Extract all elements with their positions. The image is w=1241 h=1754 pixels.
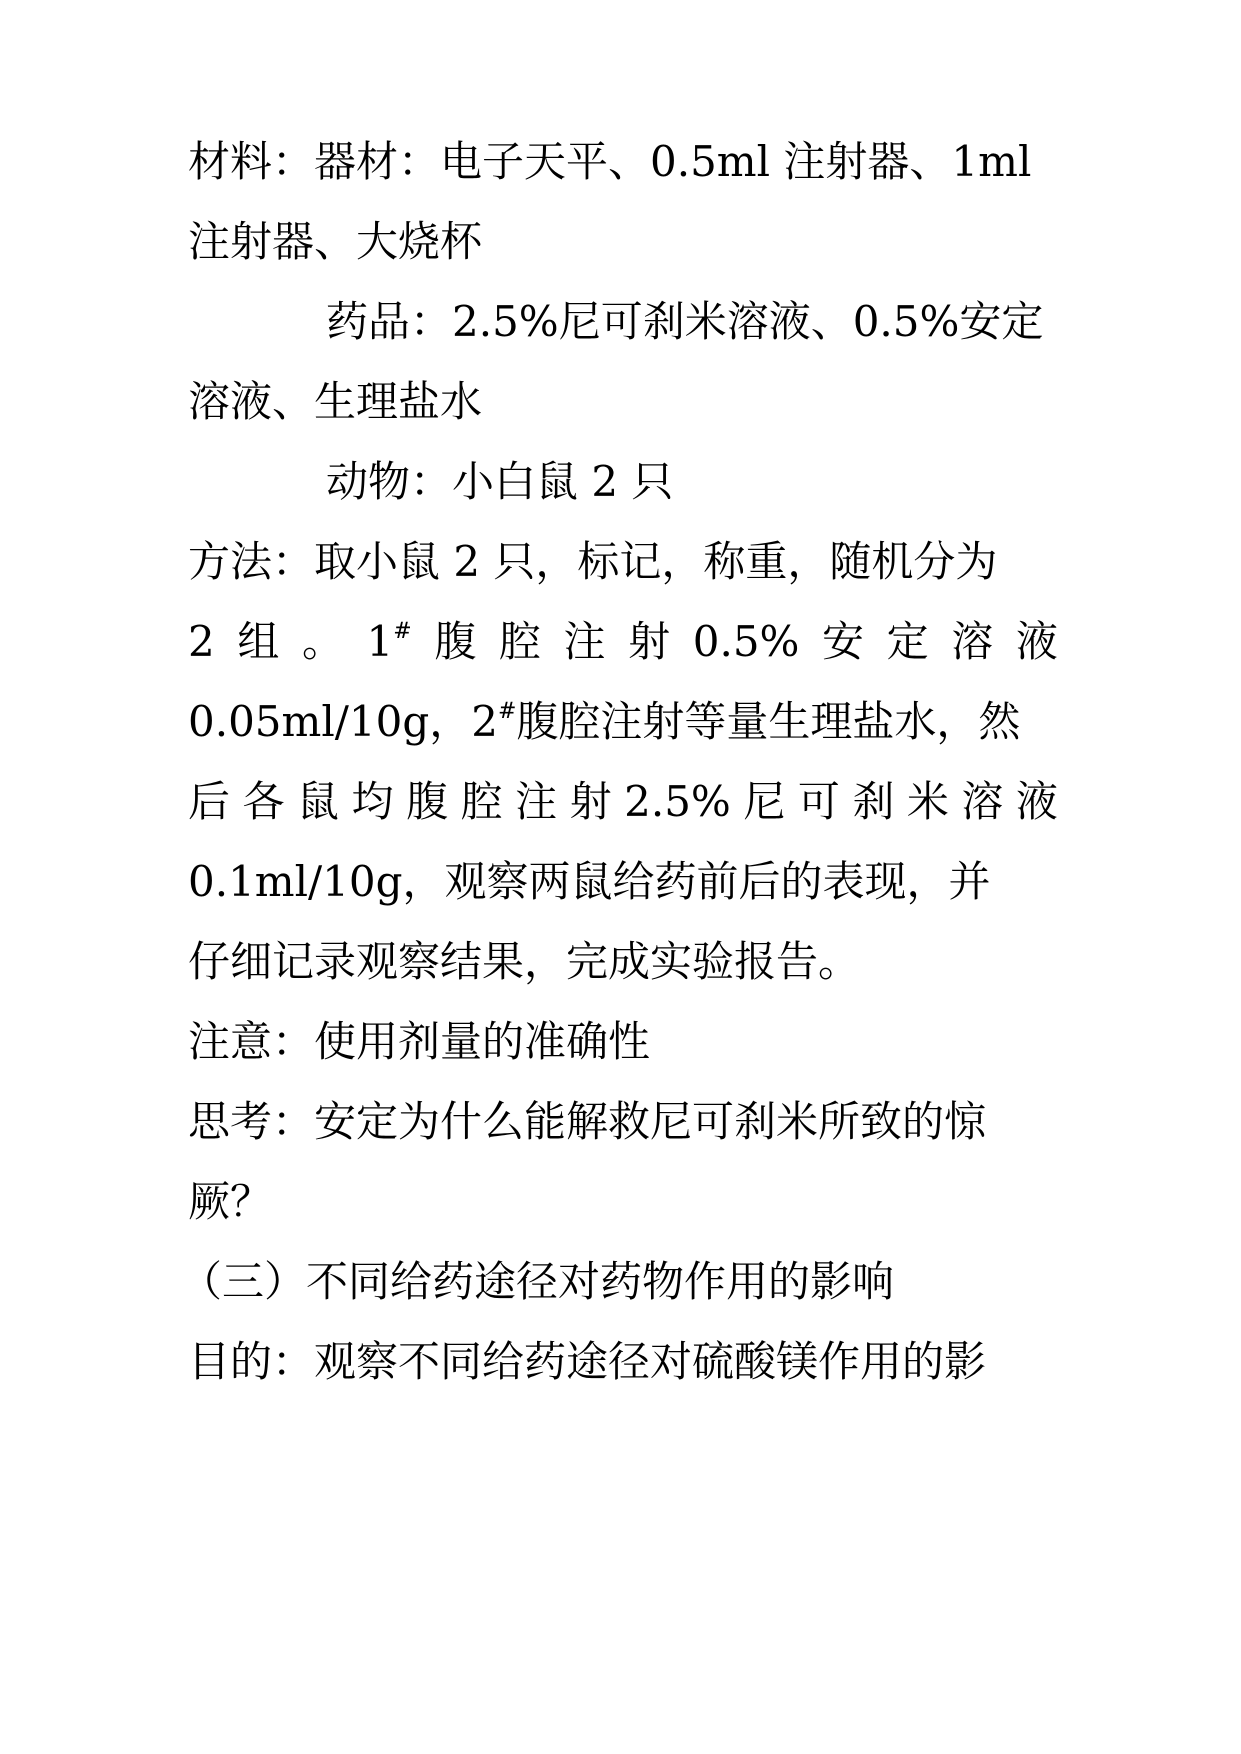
method-line-5: 0.1ml/10g，观察两鼠给药前后的表现，并: [188, 857, 991, 906]
method-line-4-token: 腹: [406, 777, 449, 826]
method-line-2-token: 溶: [951, 617, 994, 666]
method-line-6: 仔细记录观察结果，完成实验报告。: [188, 937, 861, 986]
method-line-2-token: 腹: [434, 617, 477, 666]
purpose-line-1: 目的：观察不同给药途径对硫酸镁作用的影: [188, 1337, 987, 1386]
method-line-2-token: 腔: [498, 617, 541, 666]
method-line-2-token: 0.5%: [692, 617, 800, 666]
method-line-2-token: 1: [366, 617, 394, 666]
method-line-4-token: 可: [797, 777, 840, 826]
method-line-4-token: 后: [188, 777, 231, 826]
thinking-line-2: 厥？: [188, 1177, 273, 1226]
method-line-3-part-a: 0.05ml/10g，2: [188, 697, 498, 746]
materials-equipment-line-2: 注射器、大烧杯: [188, 217, 483, 266]
materials-equipment-line-1: 材料：器材：电子天平、0.5ml 注射器、1ml: [188, 137, 1032, 186]
materials-drugs-line-1: 药品：2.5%尼可刹米溶液、0.5%安定: [326, 297, 1044, 346]
method-line-2: [188, 617, 1058, 667]
method-line-4-token: 2.5%: [624, 777, 731, 826]
section-heading: （三）不同给药途径对药物作用的影响: [180, 1257, 895, 1306]
materials-drugs-line-2: 溶液、生理盐水: [188, 377, 483, 426]
method-line-4-token: 各: [242, 777, 285, 826]
method-line-2-token: 安: [822, 617, 865, 666]
method-line-2-token: 2: [188, 617, 215, 666]
method-line-2-token: 射: [628, 617, 671, 666]
note-line: 注意：使用剂量的准确性: [188, 1017, 651, 1066]
superscript-mark: #: [393, 619, 412, 644]
method-line-2-group-mark: [367, 617, 412, 667]
method-line-4-token: 刹: [852, 777, 895, 826]
method-line-2-token: 液: [1015, 617, 1058, 666]
method-line-4-token: 鼠: [297, 777, 340, 826]
superscript-mark: #: [497, 699, 517, 724]
method-line-4-token: 均: [351, 777, 394, 826]
method-line-4-token: 腔: [460, 777, 503, 826]
materials-animals-line: 动物：小白鼠 2 只: [326, 457, 674, 506]
method-line-4-token: 尼: [743, 777, 786, 826]
method-line-4: [188, 777, 1058, 827]
method-line-3: [188, 697, 1058, 747]
method-line-4-token: 液: [1015, 777, 1058, 826]
method-line-4-token: 溶: [961, 777, 1004, 826]
method-line-4-token: 射: [569, 777, 612, 826]
method-line-2-token: 定: [886, 617, 929, 666]
method-line-2-token: 。: [301, 617, 344, 666]
thinking-line-1: 思考：安定为什么能解救尼可刹米所致的惊: [188, 1097, 987, 1146]
method-line-2-token: 组: [237, 617, 280, 666]
method-line-4-token: 米: [906, 777, 949, 826]
method-line-2-token: 注: [563, 617, 606, 666]
method-line-4-token: 注: [515, 777, 558, 826]
method-line-1: 方法：取小鼠 2 只，标记，称重，随机分为: [188, 537, 998, 586]
method-line-3-part-b: 腹腔注射等量生理盐水，然: [516, 697, 1021, 746]
